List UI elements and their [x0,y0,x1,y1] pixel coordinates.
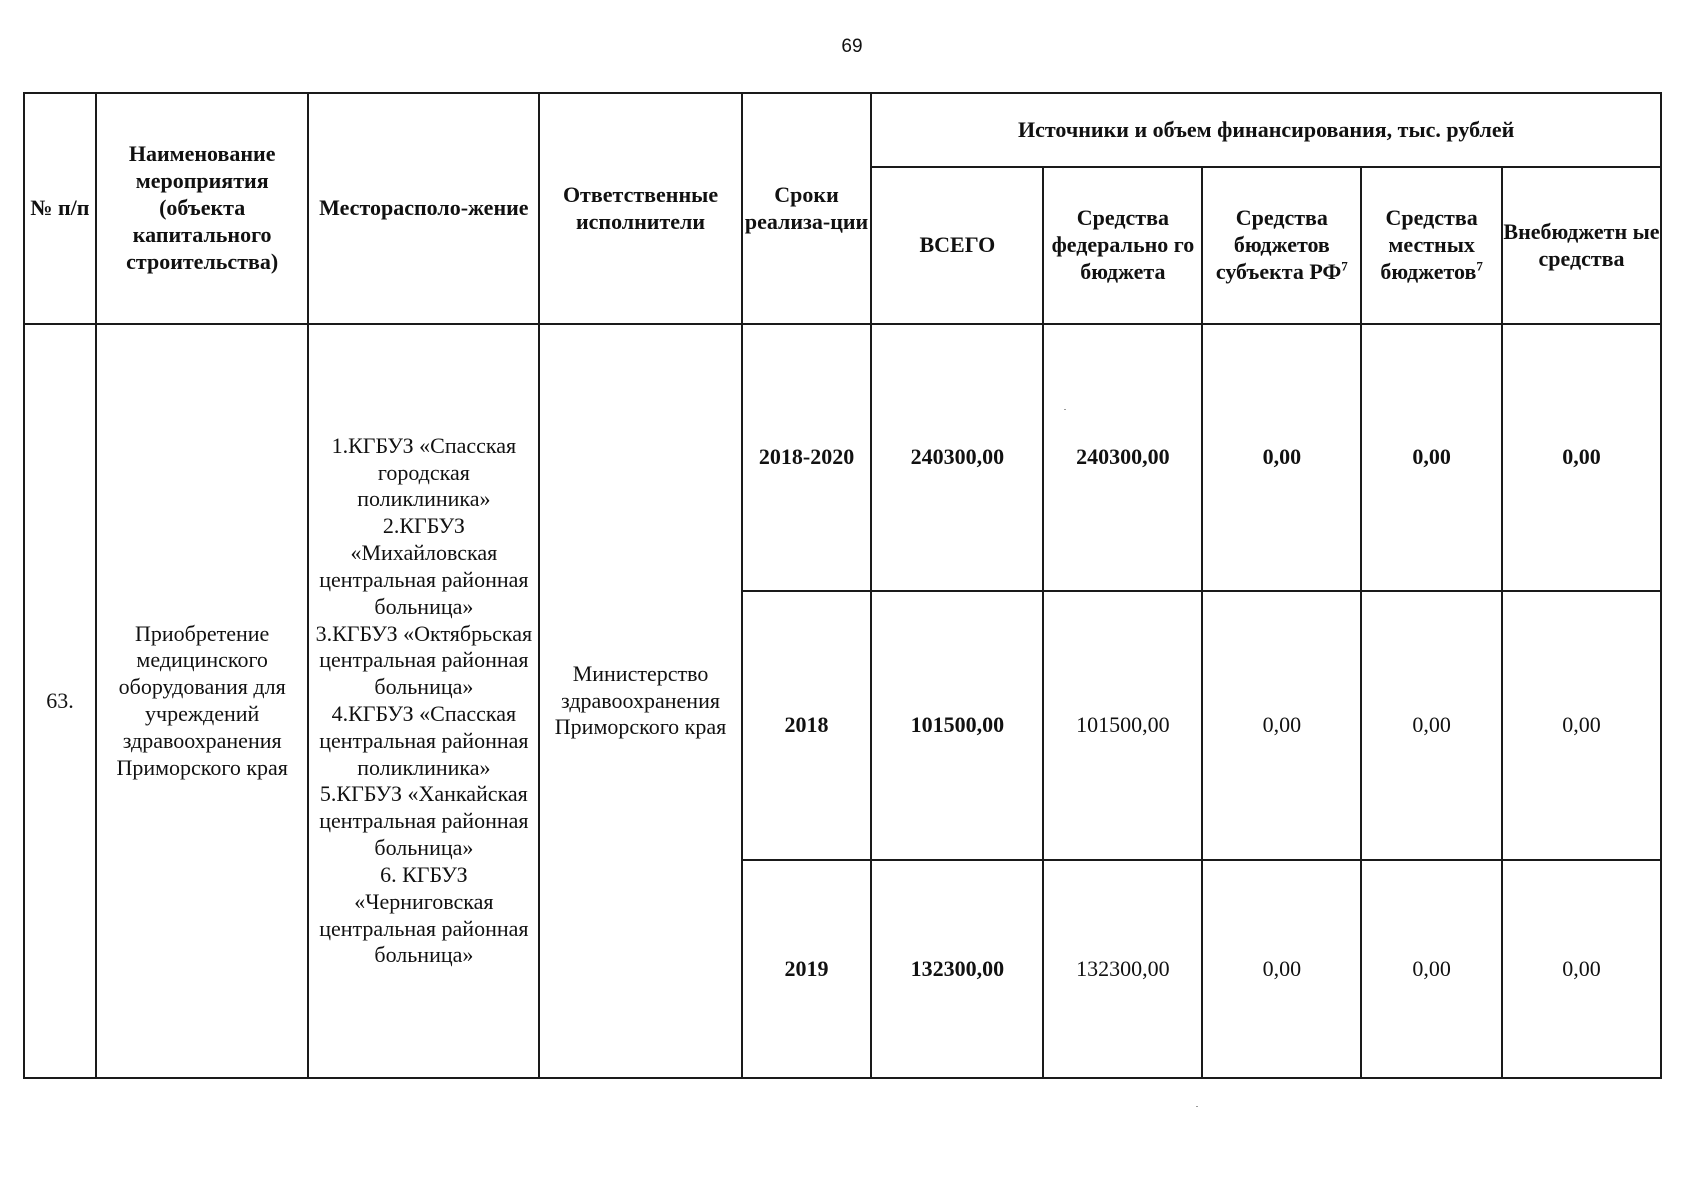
period-local: 0,00 [1361,860,1502,1078]
header-executors: Ответственные исполнители [539,93,741,324]
header-location: Месторасполо-жение [308,93,539,324]
row-executor: Министерство здравоохранения Приморского края [539,324,741,1078]
header-federal: Средства федерально го бюджета [1043,167,1202,324]
period-term: 2018-2020 [742,324,872,591]
header-name: Наименование мероприятия (объекта капитального строительства) [96,93,309,324]
location-item: 6. КГБУЗ «Черниговская центральная районная больница» [319,861,529,968]
location-item: 1.КГБУЗ «Спасская городская поликлиника» [331,432,517,512]
period-extra: 0,00 [1502,591,1661,860]
period-local: 0,00 [1361,324,1502,591]
period-total: 101500,00 [871,591,1043,860]
location-item: 2.КГБУЗ «Михайловская центральная районная больница» [319,513,529,619]
period-total: 240300,00 [871,324,1043,591]
period-term: 2018 [742,591,872,860]
header-total: ВСЕГО [871,167,1043,324]
financing-table [23,92,1662,1079]
header-subject-footnote: 7 [1341,258,1348,274]
period-subject: 0,00 [1202,324,1361,591]
period-federal: 101500,00 [1043,591,1202,860]
period-extra: 0,00 [1502,324,1661,591]
scan-speck [1064,409,1066,410]
header-financing: Источники и объем финансирования, тыс. рублей [871,93,1661,167]
header-local [1361,167,1502,324]
row-locations [308,324,539,1078]
header-terms: Сроки реализа-ции [742,93,872,324]
period-local: 0,00 [1361,591,1502,860]
header-subject [1202,167,1361,324]
period-subject: 0,00 [1202,591,1361,860]
header-num: № п/п [24,93,96,324]
row-name: Приобретение медицинского оборудования для учреждений здравоохранения Приморского края [96,324,309,1078]
period-federal: 240300,00 [1043,324,1202,591]
period-subject: 0,00 [1202,860,1361,1078]
period-total: 132300,00 [871,860,1043,1078]
location-item: 4.КГБУЗ «Спасская центральная районная поликлиника» [319,701,529,780]
header-extra: Внебюджетн ые средства [1502,167,1661,324]
period-federal: 132300,00 [1043,860,1202,1078]
period-term: 2019 [742,860,872,1078]
header-row [24,93,1661,167]
page-number: 69 [841,36,863,57]
location-item: 3.КГБУЗ «Октябрьская центральная районная больница» [315,620,533,700]
header-subject-label: Средства бюджетов субъекта РФ [1215,205,1342,284]
header-local-footnote: 7 [1476,258,1483,274]
header-local-label: Средства местных бюджетов [1380,205,1478,284]
location-item: 5.КГБУЗ «Ханкайская центральная районная больница» [319,781,529,861]
row-num: 63. [24,324,96,1078]
scan-speck [1196,1106,1198,1107]
table-row [24,324,1661,591]
period-extra: 0,00 [1502,860,1661,1078]
